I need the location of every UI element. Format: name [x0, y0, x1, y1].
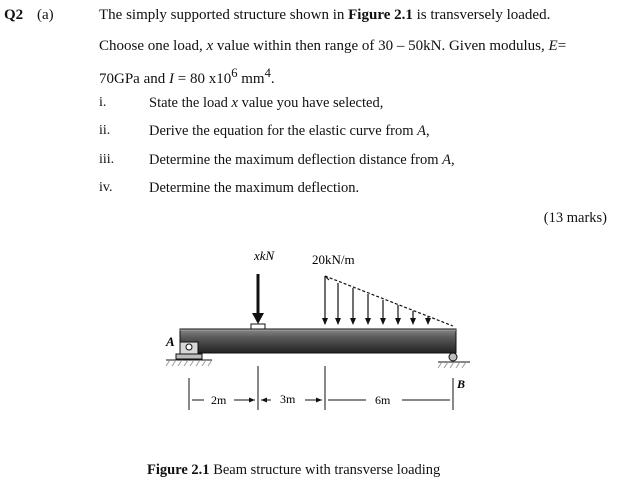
intro-line-2	[99, 38, 566, 55]
caption-text: Beam structure with transverse loading	[209, 462, 441, 478]
variable-e: E	[548, 38, 558, 54]
item-text-part: State the load	[149, 95, 232, 111]
item-text-part: Determine the maximum deflection distance from	[149, 152, 443, 168]
support-a-label: A	[166, 334, 175, 349]
item-text-part: ,	[426, 123, 430, 139]
intro-text: The simply supported structure shown in	[99, 7, 349, 23]
item-number: iv.	[99, 180, 113, 195]
item-number: iii.	[99, 152, 115, 167]
item-text	[149, 95, 383, 112]
item-number: i.	[99, 95, 107, 110]
intro-line-3	[99, 66, 275, 88]
intro-text: is transversely loaded.	[412, 7, 551, 23]
item-text-part: ,	[450, 152, 455, 168]
beam	[180, 329, 456, 353]
intro-text: .	[270, 71, 275, 87]
item-text	[149, 123, 430, 140]
item-text-part: Derive the equation for the elastic curve from	[149, 123, 418, 139]
figure-reference: Figure 2.1	[348, 7, 413, 23]
item-text	[149, 180, 359, 197]
distributed-load-label: 20kN/m	[312, 252, 355, 267]
item-text-part: value you have selected,	[237, 95, 384, 111]
marks-label: (13 marks)	[543, 210, 607, 226]
intro-text: value within then range of 30 – 50kN. Given modulus,	[213, 38, 549, 54]
dimension-label-6m: 6m	[375, 393, 391, 407]
dimension-label-3m: 3m	[280, 392, 296, 406]
roller-support-b	[438, 353, 470, 391]
intro-line-1	[99, 7, 550, 24]
item-text-part: Determine the maximum deflection.	[149, 180, 360, 196]
exponent: 6	[231, 66, 238, 80]
caption-figure-number: Figure 2.1	[147, 462, 210, 478]
intro-text: =	[557, 38, 567, 54]
item-number: ii.	[99, 123, 111, 138]
variable-i: I	[169, 71, 174, 87]
figure-caption	[147, 462, 440, 479]
question-part: (a)	[37, 7, 54, 23]
intro-text: mm	[237, 71, 265, 87]
dimension-lines	[189, 366, 453, 410]
point-load-label: xkN	[254, 248, 275, 263]
question-number: Q2	[4, 7, 24, 23]
item-text	[149, 152, 455, 169]
dimension-label-2m: 2m	[211, 393, 227, 407]
point-load-arrow	[251, 274, 265, 329]
variable-a: A	[417, 123, 426, 139]
support-b-label: B	[457, 377, 466, 391]
beam-diagram	[148, 238, 478, 418]
intro-text: 70GPa and	[99, 71, 169, 87]
variable-a: A	[442, 152, 451, 168]
intro-text: Choose one load,	[99, 38, 207, 54]
variable-x: x	[206, 38, 214, 54]
exponent: 4	[264, 66, 271, 80]
distributed-load	[322, 276, 453, 326]
intro-text: = 80 x10	[174, 71, 232, 87]
variable-x: x	[231, 95, 238, 111]
